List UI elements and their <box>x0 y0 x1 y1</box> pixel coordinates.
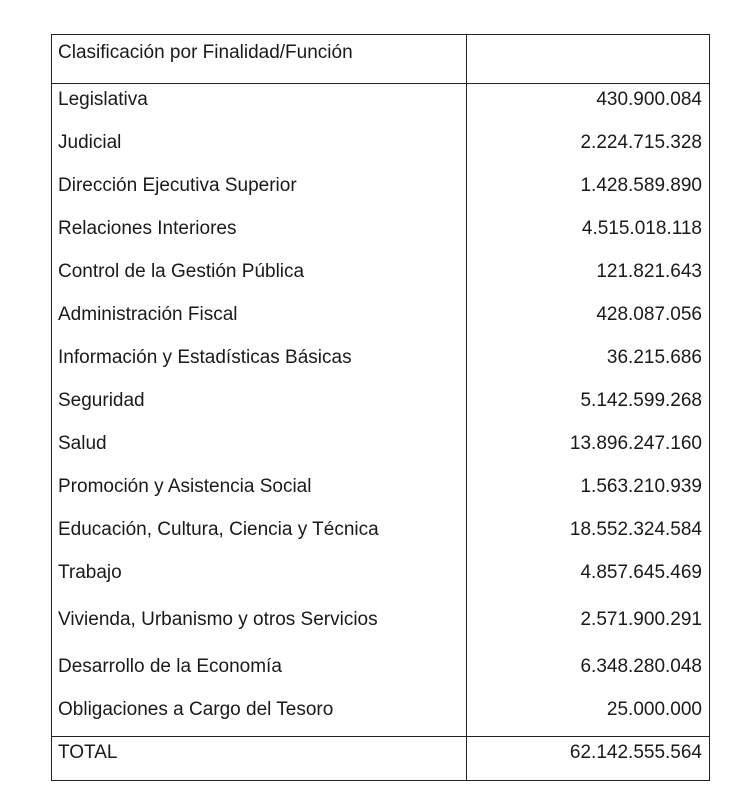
row-label-obligaciones-tesoro: Obligaciones a Cargo del Tesoro <box>58 699 334 720</box>
row-label-administracion-fiscal: Administración Fiscal <box>58 304 238 325</box>
row-value-salud: 13.896.247.160 <box>569 433 702 454</box>
total-value: 62.142.555.564 <box>569 742 702 763</box>
row-label-salud: Salud <box>58 433 107 454</box>
header-label: Clasificación por Finalidad/Función <box>58 42 353 63</box>
row-label-educacion-cultura: Educación, Cultura, Ciencia y Técnica <box>58 519 379 540</box>
column-divider <box>466 35 467 780</box>
row-label-relaciones-interiores: Relaciones Interiores <box>58 218 237 239</box>
row-label-seguridad: Seguridad <box>58 390 145 411</box>
row-value-relaciones-interiores: 4.515.018.118 <box>581 218 702 239</box>
row-value-promocion-asistencia: 1.563.210.939 <box>580 476 702 497</box>
header-divider <box>52 83 709 84</box>
row-label-trabajo: Trabajo <box>58 562 122 583</box>
row-value-administracion-fiscal: 428.087.056 <box>596 304 702 325</box>
row-label-control-gestion: Control de la Gestión Pública <box>58 261 305 282</box>
row-value-educacion-cultura: 18.552.324.584 <box>569 519 702 540</box>
row-label-promocion-asistencia: Promoción y Asistencia Social <box>58 476 312 497</box>
row-value-legislativa: 430.900.084 <box>596 89 702 110</box>
row-value-seguridad: 5.142.599.268 <box>580 390 702 411</box>
row-value-judicial: 2.224.715.328 <box>580 132 702 153</box>
row-value-informacion-estadisticas: 36.215.686 <box>606 347 702 368</box>
row-value-obligaciones-tesoro: 25.000.000 <box>606 699 702 720</box>
row-label-judicial: Judicial <box>58 132 122 153</box>
total-divider <box>52 736 709 737</box>
row-value-direccion-ejecutiva: 1.428.589.890 <box>580 175 702 196</box>
row-value-trabajo: 4.857.645.469 <box>580 562 702 583</box>
row-value-control-gestion: 121.821.643 <box>596 261 702 282</box>
row-label-desarrollo-economia: Desarrollo de la Economía <box>58 656 282 677</box>
row-value-vivienda-urbanismo: 2.571.900.291 <box>580 609 702 630</box>
row-label-vivienda-urbanismo: Vivienda, Urbanismo y otros Servicios <box>58 609 378 630</box>
row-value-desarrollo-economia: 6.348.280.048 <box>580 656 702 677</box>
budget-table <box>51 34 710 781</box>
row-label-direccion-ejecutiva: Dirección Ejecutiva Superior <box>58 175 297 196</box>
row-label-informacion-estadisticas: Información y Estadísticas Básicas <box>58 347 352 368</box>
total-label: TOTAL <box>58 742 118 763</box>
row-label-legislativa: Legislativa <box>58 89 148 110</box>
